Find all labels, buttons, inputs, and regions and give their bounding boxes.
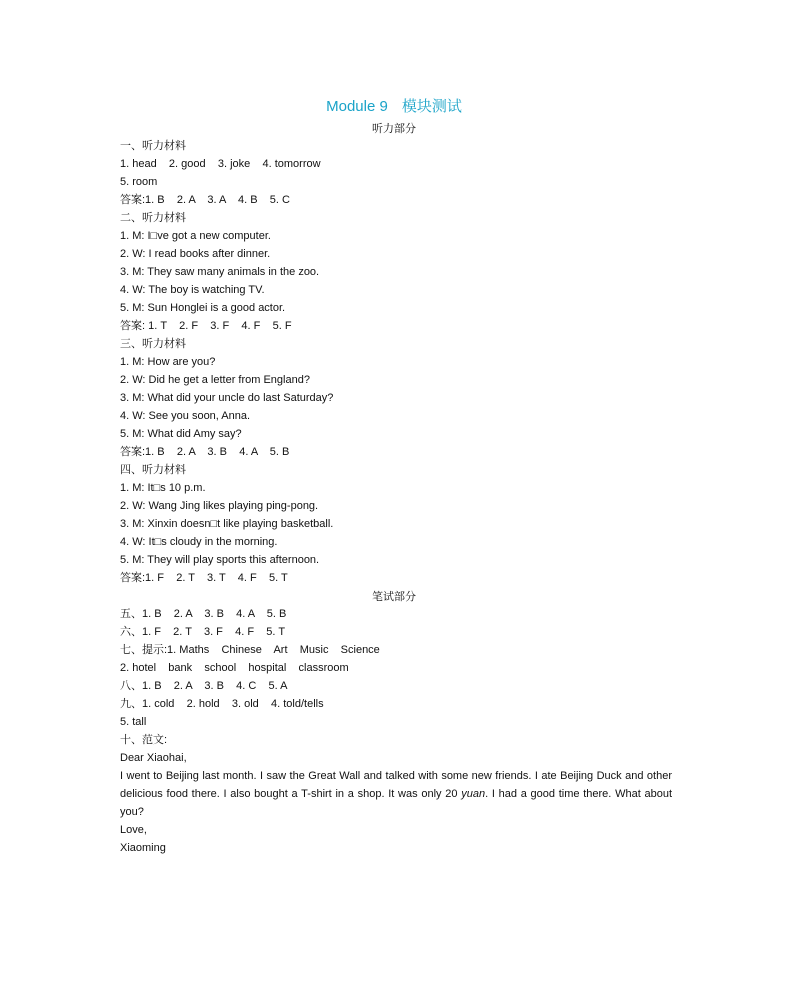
text-line: 4. W: The boy is watching TV. [120,284,265,296]
text-line: 5. M: What did Amy say? [120,428,242,440]
title-name: 模块测试 [401,98,462,115]
text-line: 1. M: How are you? [120,356,216,368]
text-line: 2. W: I read books after dinner. [120,248,271,260]
text-line: 4. W: It□s cloudy in the morning. [120,536,278,548]
text-line: 1. M: I□ve got a new computer. [120,230,271,242]
text-line: 九、1. cold 2. hold 3. old 4. told/tells [120,698,324,710]
letter-body-text: I went to Beijing last month. I saw the Great Wall and talked with some new friends. I ate Beijing Duck and other delicious food there. I also bought a T-shirt in a shop. It was only 20 [120,770,672,800]
letter-body [120,767,672,821]
text-line: 5. tall [120,716,147,728]
letter-signature: Xiaoming [120,842,166,854]
text-line: 3. M: Xinxin doesn□t like playing basketball. [120,518,334,530]
text-line: 七、提示:1. Maths Chinese Art Music Science [120,644,380,656]
writing-section [120,605,680,749]
text-line: 5. room [120,176,158,188]
text-line: 3. M: They saw many animals in the zoo. [120,266,320,278]
text-line: 答案:1. F 2. T 3. T 4. F 5. T [120,572,288,584]
text-line: 5. M: Sun Honglei is a good actor. [120,302,286,314]
text-line: 2. W: Wang Jing likes playing ping-pong. [120,500,319,512]
text-line: 5. M: They will play sports this afternoon. [120,554,320,566]
text-line: 1. M: It□s 10 p.m. [120,482,206,494]
writing-heading: 笔试部分 [372,591,416,603]
text-line: 3. M: What did your uncle do last Saturday? [120,392,334,404]
letter-closing: Love, [120,824,147,836]
text-line: 二、听力材料 [120,212,186,224]
text-line: 六、1. F 2. T 3. F 4. F 5. T [120,626,286,638]
text-line: 4. W: See you soon, Anna. [120,410,251,422]
text-line: 1. head 2. good 3. joke 4. tomorrow [120,158,321,170]
text-line: 一、听力材料 [120,140,186,152]
text-line: 三、听力材料 [120,338,186,350]
text-line: 答案: 1. T 2. F 3. F 4. F 5. F [120,320,292,332]
letter-body-text-end: . I had a good time there. What about you? [120,788,672,818]
title-module: Module 9 [326,98,388,115]
text-line: 2. hotel bank school hospital classroom [120,662,349,674]
listening-heading: 听力部分 [372,123,416,135]
text-line: 答案:1. B 2. A 3. B 4. A 5. B [120,446,290,458]
letter-greeting: Dear Xiaohai, [120,752,187,764]
page-title [0,96,788,118]
text-line: 十、范文: [120,734,168,746]
text-line: 八、1. B 2. A 3. B 4. C 5. A [120,680,288,692]
text-line: 答案:1. B 2. A 3. A 4. B 5. C [120,194,290,206]
sample-letter [120,749,672,857]
text-line: 2. W: Did he get a letter from England? [120,374,310,386]
listening-section [120,137,680,587]
text-line: 五、1. B 2. A 3. B 4. A 5. B [120,608,287,620]
text-line: 四、听力材料 [120,464,186,476]
letter-body-italic: yuan [461,788,486,800]
